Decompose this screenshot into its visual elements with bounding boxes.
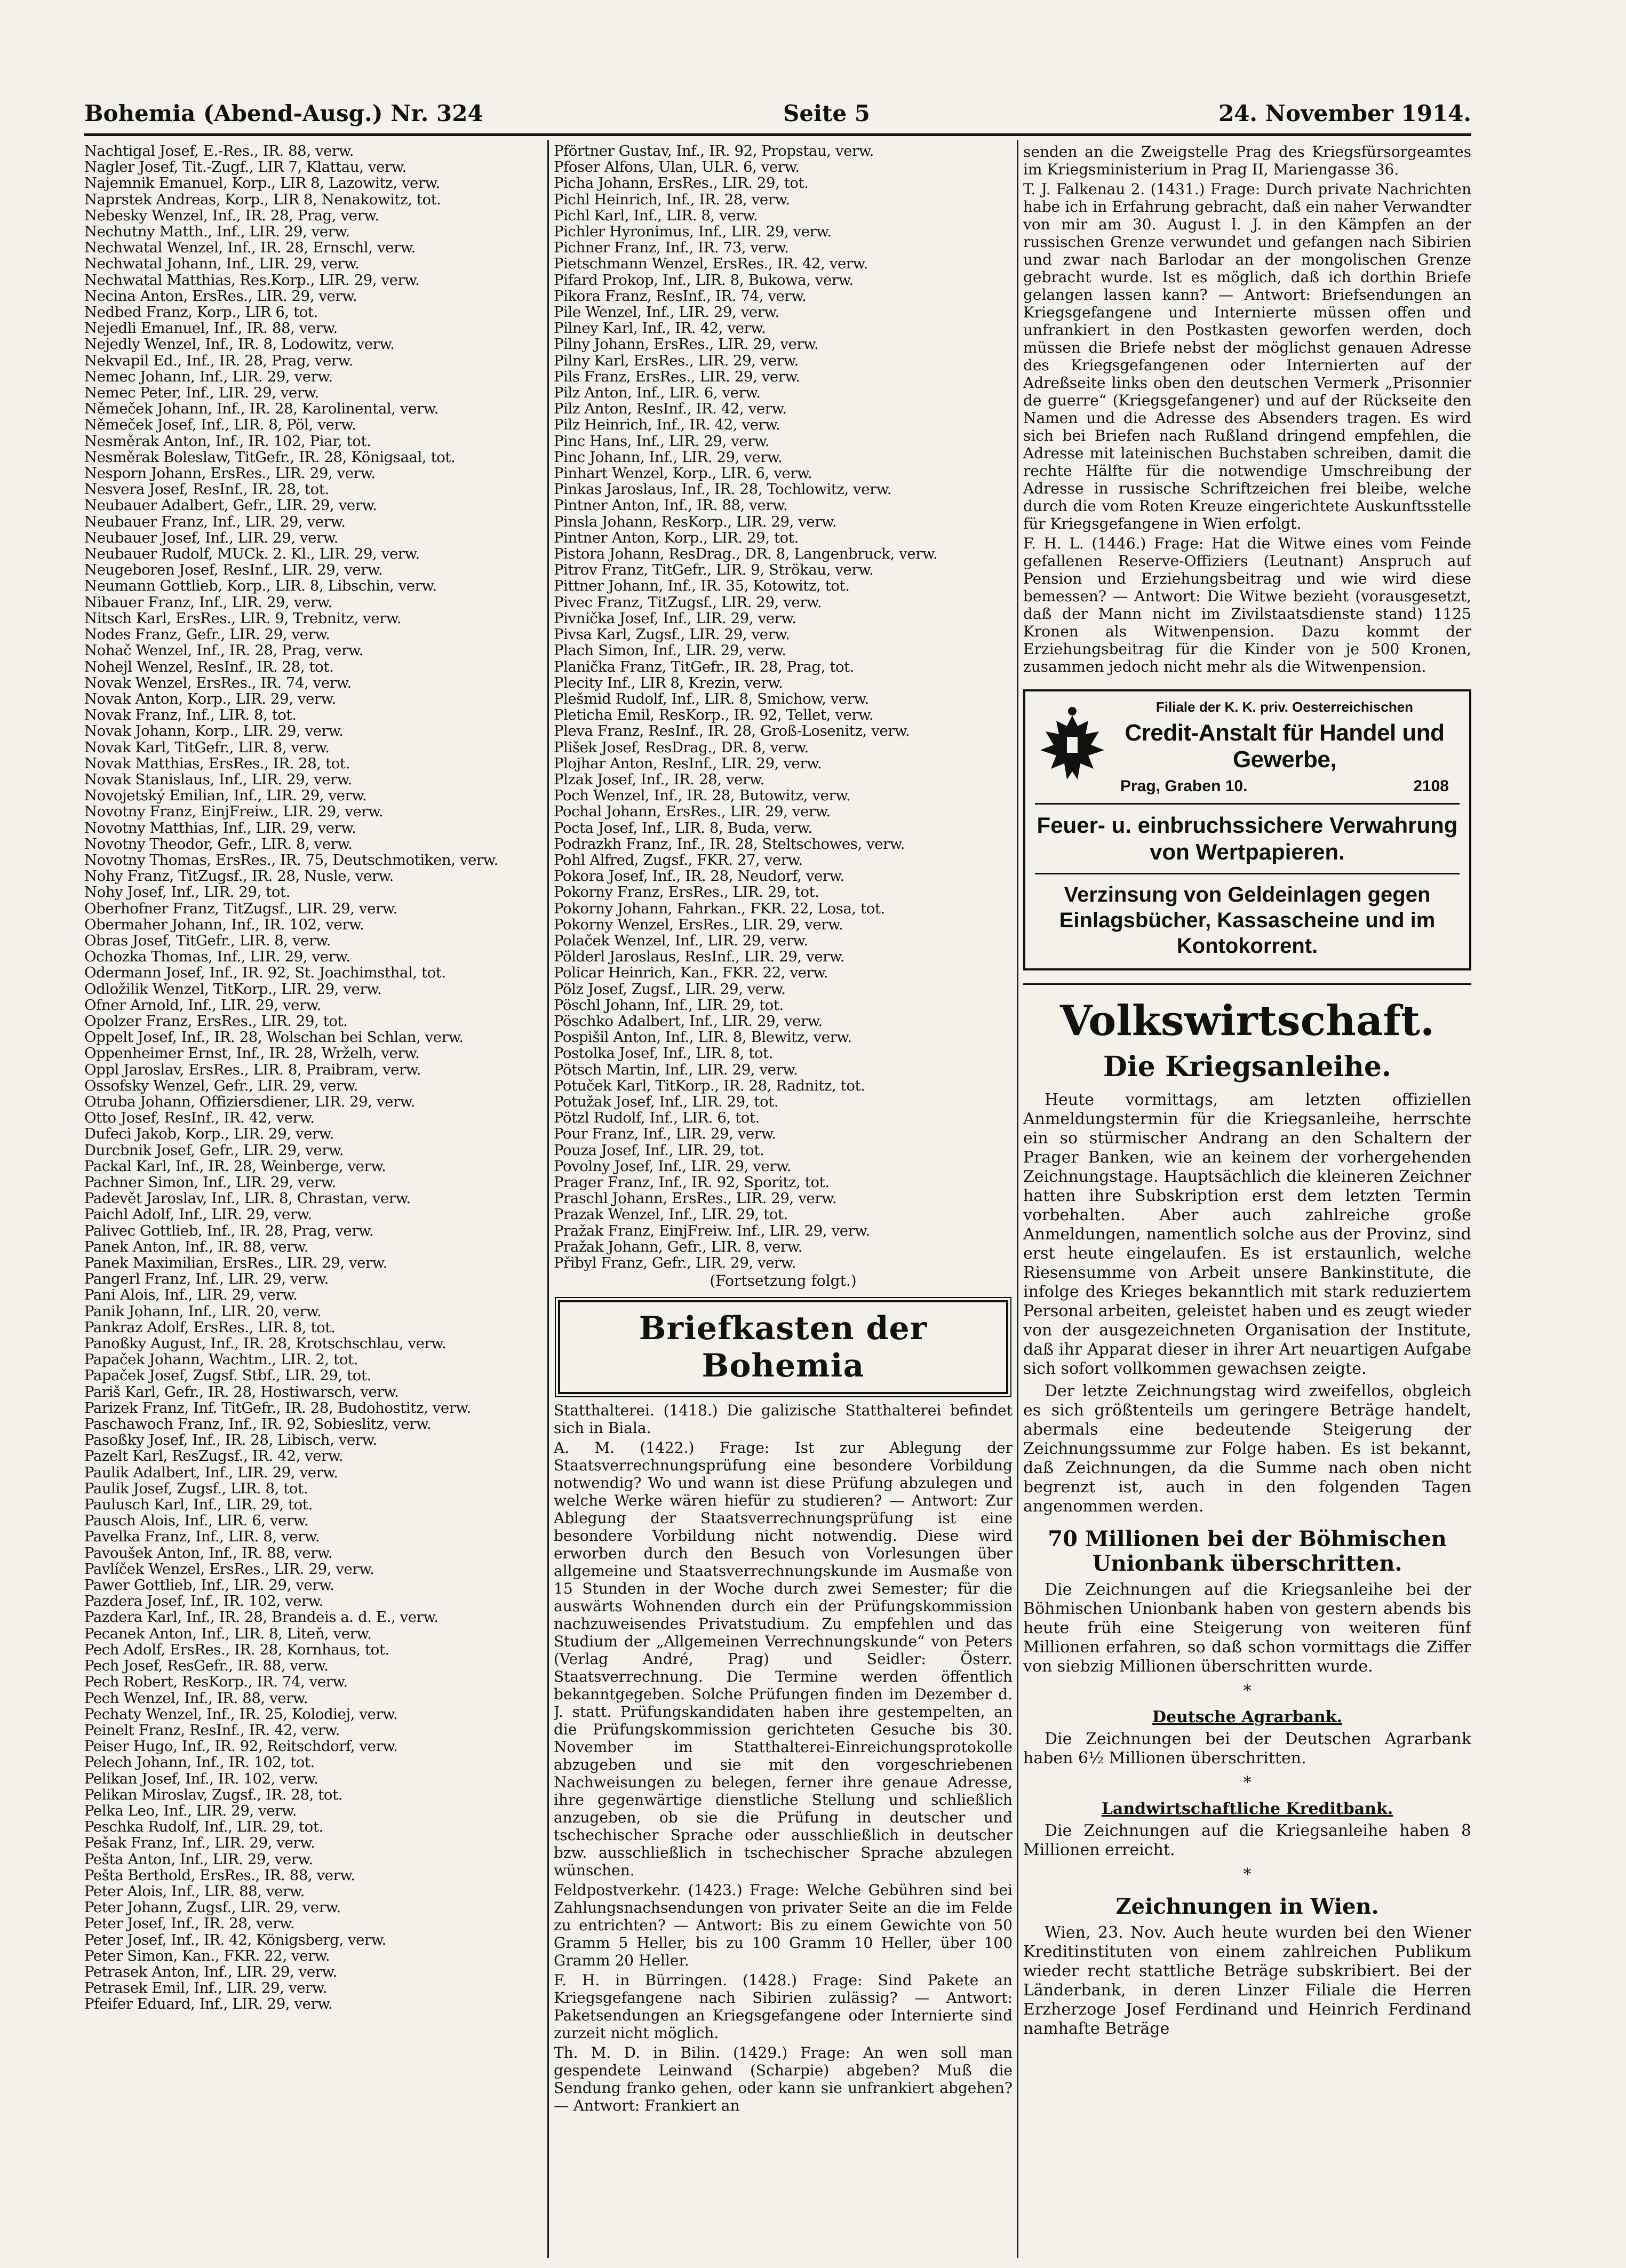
casualty-entry: Novak Franz, Inf., LIR. 8, tot. xyxy=(84,707,297,723)
casualty-entry: Pittner Johann, Inf., IR. 35, Kotowitz, tot. xyxy=(554,578,850,594)
casualty-entry: Pinc Johann, Inf., LIR. 29, verw. xyxy=(554,449,783,466)
casualty-entry: Pangerl Franz, Inf., LIR. 29, verw. xyxy=(84,1271,329,1287)
casualty-entry: Packal Karl, Inf., IR. 28, Weinberge, verw. xyxy=(84,1158,386,1174)
casualty-entry: Nemec Johann, Inf., LIR. 29, verw. xyxy=(84,368,333,385)
casualty-entry: Ossofsky Wenzel, Gefr., LIR. 29, verw. xyxy=(84,1077,358,1094)
casualty-entry: Pelech Johann, Inf., IR. 102, tot. xyxy=(84,1754,315,1771)
casualty-entry: Pivec Franz, TitZugsf., LIR. 29, verw. xyxy=(554,594,822,610)
casualty-entry: Otruba Johann, Offiziersdiener, LIR. 29, verw. xyxy=(84,1093,415,1110)
casualty-entry: Pötsch Martin, Inf., LIR. 29, verw. xyxy=(554,1061,798,1078)
casualty-entry: Pilny Karl, ErsRes., LIR. 29, verw. xyxy=(554,352,799,369)
casualty-entry: Pokora Josef, Inf., IR. 28, Neudorf, verw. xyxy=(554,868,844,885)
casualty-entry: Pils Franz, ErsRes., LIR. 29, verw. xyxy=(554,368,800,385)
casualty-entry: Pražak Johann, Gefr., LIR. 8, verw. xyxy=(554,1238,802,1255)
casualty-entry: Durcbnik Josef, Gefr., LIR. 29, verw. xyxy=(84,1142,344,1158)
casualty-entry: Plzak Josef, Inf., IR. 28, verw. xyxy=(554,771,764,788)
casualty-entry: Pitrov Franz, TitGefr., LIR. 9, Strökau, verw. xyxy=(554,562,874,578)
casualty-entry: Pilz Anton, ResInf., IR. 42, verw. xyxy=(554,401,787,417)
casualty-entry: Pfeifer Eduard, Inf., LIR. 29, verw. xyxy=(84,1996,333,2012)
casualty-entry: Pinkas Jaroslaus, Inf., IR. 28, Tochlowitz, verw. xyxy=(554,481,892,498)
casualty-entry: Praschl Johann, ErsRes., LIR. 29, verw. xyxy=(554,1190,837,1207)
header-rule xyxy=(84,133,1471,136)
casualty-entry: Nachtigal Josef, E.-Res., IR. 88, verw. xyxy=(84,143,354,160)
casualty-entry: Papaček Johann, Wachtm., LIR. 2, tot. xyxy=(84,1351,358,1368)
column-3 xyxy=(1023,143,1471,2256)
casualty-entry: Pietschmann Wenzel, ErsRes., IR. 42, verw. xyxy=(554,256,868,272)
article-paragraph: Heute vormittags, am letzten offiziellen Anmeldungstermin für die Kriegsanleihe, herrschte ein so stürmischer Andrang an den Schaltern der Prager Banken, wie an keinem der vorhergehenden Zeichnungstage. Hauptsächlich die kleineren Zeichner hatten ihre Subskription erst dem letzten Termin vorbehalten. Aber auch zahlreiche große Anmeldungen, namentlich solche aus der Provinz, sind erst heute eingelaufen. Es ist erstaunlich, welche Riesensumme von Arbeit unsere Bankinstitute, die infolge des Krieges bekanntlich mit stark reduziertem Personal arbeiten, geleistet haben und es zeugt wieder von der ausgezeichneten Organisation der Institute, daß ihr Apparat dieser in ihrer Art neuartigen Aufgabe sich sofort vollkommen gewachsen zeigte. xyxy=(1023,1091,1471,1378)
casualty-entry: Policar Heinrich, Kan., FKR. 22, verw. xyxy=(554,965,828,981)
casualty-list-column-1 xyxy=(84,143,543,2256)
ad-branch: Filiale der K. K. priv. Oesterreichischen xyxy=(1155,699,1414,715)
casualty-entry: Němeček Josef, Inf., LIR. 8, Pöl, verw. xyxy=(84,417,356,433)
casualty-entry: Potuček Karl, TitKorp., IR. 28, Radnitz, tot. xyxy=(554,1077,865,1094)
casualty-entry: Pouza Josef, Inf., LIR. 29, tot. xyxy=(554,1142,764,1158)
article-paragraph: Wien, 23. Nov. Auch heute wurden bei den Wiener Kreditinstituten von einem zahlreichen Publikum wieder recht stattliche Beträge subskribiert. Bei der Länderbank, in deren Linzer Filiale die Herren Erzherzoge Josef Ferdinand und Heinrich Ferdinand namhafte Beträge xyxy=(1023,1923,1471,2038)
casualty-entry: Pifard Prokop, Inf., LIR. 8, Bukowa, verw. xyxy=(554,272,854,288)
casualty-entry: Ofner Arnold, Inf., LIR. 29, verw. xyxy=(84,997,321,1013)
casualty-entry: Novotny Theodor, Gefr., LIR. 8, verw. xyxy=(84,835,353,852)
casualty-entry: Nesvera Josef, ResInf., IR. 28, tot. xyxy=(84,481,329,498)
casualty-entry: Picha Johann, ErsRes., LIR. 29, tot. xyxy=(554,175,809,192)
casualty-entry: Pazdera Karl, Inf., IR. 28, Brandeis a. d. E., verw. xyxy=(84,1609,439,1626)
casualty-entry: Novotny Thomas, ErsRes., IR. 75, Deutschmotiken, verw. xyxy=(84,852,498,869)
casualty-entry: Peiser Hugo, Inf., IR. 92, Reitschdorf, verw. xyxy=(84,1738,398,1755)
casualty-entry: Nejedly Wenzel, Inf., IR. 8, Lodowitz, verw. xyxy=(84,336,395,353)
casualty-entry: Pilz Anton, Inf., LIR. 6, verw. xyxy=(554,385,761,401)
casualty-entry: Neumann Gottlieb, Korp., LIR. 8, Libschin, verw. xyxy=(84,578,437,594)
casualty-entry: Pichler Hyronimus, Inf., LIR. 29, verw. xyxy=(554,224,832,240)
casualty-entry: Opolzer Franz, ErsRes., LIR. 29, tot. xyxy=(84,1013,348,1030)
casualty-entry: Pelikan Miroslav, Zugsf., IR. 28, tot. xyxy=(84,1786,343,1803)
casualty-entry: Peinelt Franz, ResInf., IR. 42, verw. xyxy=(84,1722,340,1739)
casualty-entry: Pöschko Adalbert, Inf., LIR. 29, verw. xyxy=(554,1013,823,1030)
casualty-entry: Pelikan Josef, Inf., IR. 102, verw. xyxy=(84,1770,318,1787)
casualty-entry: Novak Karl, TitGefr., LIR. 8, verw. xyxy=(84,739,330,755)
casualty-entry: Nebesky Wenzel, Inf., IR. 28, Prag, verw. xyxy=(84,207,379,224)
casualty-entry: Pech Robert, ResKorp., IR. 74, verw. xyxy=(84,1674,348,1690)
casualty-entry: Němeček Johann, Inf., IR. 28, Karolinental, verw. xyxy=(84,401,439,417)
casualty-entry: Novak Johann, Korp., LIR. 29, verw. xyxy=(84,723,344,739)
ad-divider xyxy=(1035,873,1460,874)
casualty-entry: Neubauer Adalbert, Gefr., LIR. 29, verw. xyxy=(84,497,377,514)
casualty-entry: Pikora Franz, ResInf., IR. 74, verw. xyxy=(554,288,807,305)
casualty-entry: Panoßky August, Inf., IR. 28, Krotschschlau, verw. xyxy=(84,1335,447,1352)
bank-advertisement xyxy=(1023,689,1471,970)
casualty-entry: Pavlíček Wenzel, ErsRes., LIR. 29, verw. xyxy=(84,1561,374,1578)
casualty-entry: Nechwatal Wenzel, Inf., IR. 28, Ernschl, verw. xyxy=(84,240,416,256)
casualty-entry: Odermann Josef, Inf., IR. 92, St. Joachimsthal, tot. xyxy=(84,965,446,981)
casualty-entry: Novojetský Emilian, Inf., LIR. 29, verw. xyxy=(84,787,367,804)
casualty-entry: Pohl Alfred, Zugsf., FKR. 27, verw. xyxy=(554,852,803,869)
casualty-entry: Pachner Simon, Inf., LIR. 29, verw. xyxy=(84,1174,336,1191)
page-number: Seite 5 xyxy=(783,100,870,126)
casualty-entry: Nesměrak Anton, Inf., IR. 102, Piar, tot. xyxy=(84,433,371,449)
casualty-entry: Pech Josef, ResGefr., IR. 88, verw. xyxy=(84,1658,329,1674)
casualty-entry: Peter Johann, Zugsf., LIR. 29, verw. xyxy=(84,1899,341,1916)
casualty-entry: Pešak Franz, Inf., LIR. 29, verw. xyxy=(84,1835,315,1851)
ad-divider xyxy=(1035,803,1460,805)
ad-number: 2108 xyxy=(1413,777,1449,795)
casualty-list xyxy=(84,143,543,2012)
casualty-entry: Neubauer Rudolf, MUCk. 2. Kl., LIR. 29, verw. xyxy=(84,546,420,562)
casualty-entry: Paulik Josef, Zugsf., LIR. 8, tot. xyxy=(84,1480,308,1497)
page-header xyxy=(84,95,1471,132)
casualty-entry: Paulik Adalbert, Inf., LIR. 29, verw. xyxy=(84,1464,338,1481)
casualty-entry: Nohejl Wenzel, ResInf., IR. 28, tot. xyxy=(84,658,334,675)
casualty-entry: Pelka Leo, Inf., LIR. 29, verw. xyxy=(84,1802,297,1819)
casualty-entry: Pölderl Jaroslaus, ResInf., LIR. 29, verw. xyxy=(554,949,845,965)
article-heading: Die Kriegsanleihe. xyxy=(1103,1051,1392,1083)
casualty-entry: Nekvapil Ed., Inf., IR. 28, Prag, verw. xyxy=(84,352,353,369)
casualty-entry: Pichl Heinrich, Inf., IR. 28, verw. xyxy=(554,191,790,208)
casualty-entry: Novotny Matthias, Inf., LIR. 29, verw. xyxy=(84,819,356,836)
casualty-entry: Peter Josef, Inf., IR. 42, Königsberg, verw. xyxy=(84,1931,386,1948)
casualty-entry: Pokorny Wenzel, ErsRes., LIR. 29, verw. xyxy=(554,916,843,933)
ad-service-1: Feuer- u. einbruchssichere Verwahrung von Wertpapieren. xyxy=(1037,813,1458,864)
briefkasten-entry: Th. M. D. in Bilin. (1429.) Frage: An wen soll man gespendete Leinwand (Scharpie) abgeben? Muß die Sendung franko gehen, oder kann sie unfrankiert abgehen? — Antwort: Frankiert an xyxy=(554,2044,1013,2115)
masthead-issue: Bohemia (Abend-Ausg.) Nr. 324 xyxy=(84,100,483,126)
casualty-entry: Peter Simon, Kan., FKR. 22, verw. xyxy=(84,1947,330,1964)
casualty-entry: Najemnik Emanuel, Korp., LIR 8, Lazowitz, verw. xyxy=(84,175,440,192)
section-title: Volkswirtschaft. xyxy=(1023,983,1471,1045)
casualty-entry: Pechaty Wenzel, Inf., IR. 25, Kolodiej, verw. xyxy=(84,1706,398,1722)
casualty-entry: Petrasek Anton, Inf., LIR. 29, verw. xyxy=(84,1963,337,1980)
double-eagle-icon xyxy=(1035,705,1110,790)
casualty-entry: Plecity Inf., LIR 8, Krezin, verw. xyxy=(554,674,783,691)
casualty-entry: Pivnička Josef, Inf., LIR. 29, verw. xyxy=(554,610,796,627)
casualty-entry: Parizek Franz, Inf. TitGefr., IR. 28, Budohostitz, verw. xyxy=(84,1399,471,1416)
casualty-entry: Nitsch Karl, ErsRes., LIR. 9, Trebnitz, verw. xyxy=(84,610,402,627)
casualty-entry: Postolka Josef, Inf., LIR. 8, tot. xyxy=(554,1045,773,1062)
casualty-entry: Neugeboren Josef, ResInf., LIR. 29, verw. xyxy=(84,562,383,578)
casualty-entry: Pinsla Johann, ResKorp., LIR. 29, verw. xyxy=(554,513,837,530)
briefkasten-entry: F. H. in Bürringen. (1428.) Frage: Sind Pakete an Kriegsgefangene nach Sibirien zulässig? — Antwort: Paketsendungen an Kriegsgefangene oder Internierte sind zurzeit nicht möglich. xyxy=(554,1971,1013,2042)
casualty-entry: Pintner Anton, Inf., IR. 88, verw. xyxy=(554,497,788,514)
casualty-entry: Pötzl Rudolf, Inf., LIR. 6, tot. xyxy=(554,1110,760,1126)
casualty-entry: Pile Wenzel, Inf., LIR. 29, verw. xyxy=(554,304,779,321)
casualty-entry: Pour Franz, Inf., LIR. 29, verw. xyxy=(554,1126,776,1142)
separator-star: * xyxy=(1243,1773,1252,1792)
casualty-entry: Pospišil Anton, Inf., LIR. 8, Blewitz, verw. xyxy=(554,1029,852,1046)
casualty-entry: Novak Anton, Korp., LIR. 29, verw. xyxy=(84,690,336,707)
casualty-entry: Otto Josef, ResInf., IR. 42, verw. xyxy=(84,1110,315,1126)
casualty-entry: Pilney Karl, Inf., IR. 42, verw. xyxy=(554,320,766,337)
casualty-entry: Neubauer Franz, Inf., LIR. 29, verw. xyxy=(84,513,346,530)
casualty-entry: Pražak Franz, EinjFreiw. Inf., LIR. 29, verw. xyxy=(554,1222,870,1239)
casualty-entry: Pokorny Franz, ErsRes., LIR. 29, tot. xyxy=(554,884,819,901)
article-paragraph: Die Zeichnungen auf die Kriegsanleihe bei der Böhmischen Unionbank haben von gestern abends bis heute früh eine Steigerung von weiteren fünf Millionen erfahren, so daß schon vormittags die Ziffer von siebzig Millionen überschritten wurde. xyxy=(1023,1580,1471,1676)
separator-star: * xyxy=(1243,1865,1252,1884)
casualty-entry: Ochozka Thomas, Inf., LIR. 29, verw. xyxy=(84,949,350,965)
casualty-entry: Pasoßky Josef, Inf., IR. 28, Libisch, verw. xyxy=(84,1432,377,1449)
ad-address: Prag, Graben 10. xyxy=(1120,777,1248,795)
casualty-entry: Palivec Gottlieb, Inf., IR. 28, Prag, verw. xyxy=(84,1222,374,1239)
casualty-entry: Nagler Josef, Tit.-Zugf., LIR 7, Klattau, verw. xyxy=(84,159,407,176)
casualty-entry: Pawer Gottlieb, Inf., LIR. 29, verw. xyxy=(84,1577,334,1594)
casualty-entry: Plach Simon, Inf., LIR. 29, verw. xyxy=(554,642,786,659)
separator-star: * xyxy=(1243,1682,1252,1700)
casualty-entry: Pech Adolf, ErsRes., IR. 28, Kornhaus, tot. xyxy=(84,1641,389,1658)
casualty-entry: Pilz Heinrich, Inf., IR. 42, verw. xyxy=(554,417,780,433)
casualty-entry: Pinhart Wenzel, Korp., LIR. 6, verw. xyxy=(554,465,812,482)
briefkasten-entry: A. M. (1422.) Frage: Ist zur Ablegung der Staatsverrechnungsprüfung eine besondere Vorbildung notwendig? Wo und wann ist diese Prüfung abzulegen und welche Werke wären hiefür zu studieren? — Antwort: Zur Ablegung der Staatsverrechnungsprüfung ist eine besondere Vorbildung nicht notwendig. Diese wird erworben durch den Besuch von Vorlesungen über allgemeine und Staatsverrechnungskunde im Ausmaße von 15 Stunden in der Woche durch zwei Semester; für die auswärts Wohnenden durch ein der Prüfungskommission nachzuweisendes Privatstudium. Zu empfehlen und das Studium der „Allgemeinen Verrechnungskunde“ von Peters (Verlag André, Prag) und Seidler: Österr. Staatsverrechnung. Die Termine werden öffentlich bekanntgegeben. Solche Prüfungen finden im Dezember d. J. statt. Prüfungskandidaten haben ihre gestempelten, an die Prüfungskommission gerichteten Gesuche bis 30. November im Statthalterei-Einreichungsprotokolle abzugeben und sie mit den vorgeschriebenen Nachweisungen zu belegen, ferner ihre genaue Adresse, ihre gegenwärtige dienstliche Stellung und schließlich anzugeben, ob sie die Prüfung in deutscher und tschechischer Sprache oder ausschließlich in deutscher bzw. ausschließlich in tschechischer Sprache abzulegen wünschen. xyxy=(554,1439,1013,1880)
casualty-entry: Nechutny Matth., Inf., LIR. 29, verw. xyxy=(84,224,350,240)
casualty-entry: Přibyl Franz, Gefr., LIR. 29, verw. xyxy=(554,1255,796,1271)
column-divider xyxy=(1017,140,1018,2258)
casualty-entry: Pausch Alois, Inf., LIR. 6, verw. xyxy=(84,1513,309,1529)
casualty-entry: Pocta Josef, Inf., LIR. 8, Buda, verw. xyxy=(554,819,812,836)
casualty-entry: Pazelt Karl, ResZugsf., IR. 42, verw. xyxy=(84,1448,344,1465)
casualty-entry: Oppelt Josef, Inf., IR. 28, Wolschan bei Schlan, verw. xyxy=(84,1029,464,1046)
casualty-entry: Pichner Franz, Inf., IR. 73, verw. xyxy=(554,240,789,256)
casualty-entry: Pazdera Josef, Inf., IR. 102, verw. xyxy=(84,1593,323,1610)
casualty-entry: Pecanek Anton, Inf., LIR. 8, Liteň, verw. xyxy=(84,1625,372,1642)
casualty-entry: Novotny Franz, EinjFreiw., LIR. 29, verw. xyxy=(84,803,384,820)
casualty-entry: Pleticha Emil, ResKorp., IR. 92, Tellet, verw. xyxy=(554,707,874,723)
casualty-entry: Plojhar Anton, ResInf., LIR. 29, verw. xyxy=(554,755,822,771)
casualty-entry: Oppl Jaroslav, ErsRes., LIR. 8, Praibram, verw. xyxy=(84,1061,421,1078)
casualty-entry: Pani Alois, Inf., LIR. 29, verw. xyxy=(84,1287,298,1303)
casualty-entry: Pavoušek Anton, Inf., IR. 88, verw. xyxy=(84,1545,333,1561)
casualty-entry: Plišek Josef, ResDrag., DR. 8, verw. xyxy=(554,739,809,755)
briefkasten-entry: Statthalterei. (1418.) Die galizische Statthalterei befindet sich in Biala. xyxy=(554,1402,1013,1437)
briefkasten-entry: T. J. Falkenau 2. (1431.) Frage: Durch private Nachrichten habe ich in Erfahrung gebracht, daß ein naher Verwandter von mir am 30. August l. J. in den Kämpfen an der russischen Grenze verwundet und gefangen nach Sibirien und zwar nach Barlodar an der mongolischen Grenze gebracht wurde. Ist es möglich, daß ich dorthin Briefe gelangen lassen kann? — Antwort: Briefsendungen an Kriegsgefangene und Internierte müssen offen und unfrankiert in den Postkasten geworfen werden, doch müssen die Briefe nebst der möglichst genauen Adresse des Kriegsgefangenen oder Internierten auf der Adreßseite links oben den deutschen Vermerk „Prisonnier de guerre“ (Kriegsgefangener) und auf der Rückseite den Namen und die Adresse des Absenders tragen. Es wird sich bei Briefen nach Rußland dringend empfehlen, die Adresse mit lateinischen Buchstaben schreiben, damit die rechte Hälfte für die notwendige Umschreibung der Adresse in russische Schriftzeichen frei bleibe, welche durch die vom Roten Kreuze eingerichtete Auskunftsstelle für Kriegsgefangene in Wien erfolgt. xyxy=(1023,180,1471,532)
briefkasten-entry: F. H. L. (1446.) Frage: Hat die Witwe eines vom Feinde gefallenen Reserve-Offiziers (Leutnant) Anspruch auf Pension und Erziehungsbeitrag und wie wird diese bemessen? — Antwort: Die Witwe bezieht (vorausgesetzt, daß der Mann nicht im Zivilstaatsdienste stand) 1125 Kronen als Witwenpension. Dazu kommt der Erziehungsbeitrag für die Kinder von je 500 Kronen, zusammen jedoch nicht mehr als die Witwenpension. xyxy=(1023,535,1471,675)
casualty-entry: Oberhofner Franz, TitZugsf., LIR. 29, verw. xyxy=(84,900,397,917)
casualty-entry: Oppenheimer Ernst, Inf., IR. 28, Wrželh, verw. xyxy=(84,1045,420,1062)
casualty-entry: Pilny Johann, ErsRes., LIR. 29, verw. xyxy=(554,336,819,353)
casualty-entry: Nedbed Franz, Korp., LIR 6, tot. xyxy=(84,304,318,321)
casualty-entry: Dufeci Jakob, Korp., LIR. 29, verw. xyxy=(84,1126,334,1142)
casualty-entry: Paschawoch Franz, Inf., IR. 92, Sobieslitz, verw. xyxy=(84,1416,432,1433)
casualty-entry: Obermaher Johann, Inf., IR. 102, verw. xyxy=(84,916,364,933)
casualty-entry: Neubauer Josef, Inf., LIR. 29, verw. xyxy=(84,529,338,546)
article-paragraph: Die Zeichnungen bei der Deutschen Agrarbank haben 6½ Millionen überschritten. xyxy=(1023,1730,1471,1768)
casualty-entry: Novak Matthias, ErsRes., IR. 28, tot. xyxy=(84,755,350,771)
casualty-entry: Peter Alois, Inf., LIR. 88, verw. xyxy=(84,1883,305,1900)
casualty-entry: Paichl Adolf, Inf., LIR. 29, verw. xyxy=(84,1206,312,1223)
casualty-entry: Nejedli Emanuel, Inf., IR. 88, verw. xyxy=(84,320,338,337)
casualty-entry: Pinc Hans, Inf., LIR. 29, verw. xyxy=(554,433,770,449)
casualty-entry: Nemec Peter, Inf., LIR. 29, verw. xyxy=(84,385,319,401)
casualty-entry: Pölz Josef, Zugsf., LIR. 29, verw. xyxy=(554,981,786,997)
casualty-entry: Pfoser Alfons, Ulan, ULR. 6, verw. xyxy=(554,159,800,176)
casualty-entry: Naprstek Andreas, Korp., LIR 8, Nenakowitz, tot. xyxy=(84,191,441,208)
casualty-entry: Pleva Franz, ResInf., IR. 28, Groß-Losenitz, verw. xyxy=(554,723,910,739)
casualty-entry: Pešta Berthold, ErsRes., IR. 88, verw. xyxy=(84,1867,355,1883)
casualty-entry: Pariš Karl, Gefr., IR. 28, Hostiwarsch, verw. xyxy=(84,1383,399,1400)
briefkasten-entry: Feldpostverkehr. (1423.) Frage: Welche Gebühren sind bei Zahlungsnachsendungen von privater Seite an die im Felde zu entrichten? — Antwort: Bis zu einem Gewichte von 50 Gramm 5 Heller, bis zu 100 Gramm 10 Heller, über 100 Gramm 20 Heller. xyxy=(554,1881,1013,1970)
casualty-list-column-2 xyxy=(554,143,1013,2256)
casualty-entry: Nodes Franz, Gefr., LIR. 29, verw. xyxy=(84,626,330,643)
briefkasten-heading: Briefkasten der Bohemia xyxy=(558,1300,1008,1394)
casualty-entry: Potužak Josef, Inf., LIR. 29, tot. xyxy=(554,1093,779,1110)
casualty-entry: Prager Franz, Inf., IR. 92, Sporitz, tot. xyxy=(554,1174,830,1191)
issue-date: 24. November 1914. xyxy=(1218,100,1471,126)
casualty-entry: Panek Maximilian, ErsRes., LIR. 29, verw. xyxy=(84,1255,387,1271)
casualty-entry: Pochal Johann, ErsRes., LIR. 29, verw. xyxy=(554,803,831,820)
continuation-note: (Fortsetzung folgt.) xyxy=(710,1272,857,1290)
ad-bank-name: Credit-Anstalt für Handel und Gewerbe, xyxy=(1125,720,1445,773)
casualty-entry: Peschka Rudolf, Inf., LIR. 29, tot. xyxy=(84,1819,323,1835)
casualty-entry: Poch Wenzel, Inf., IR. 28, Butowitz, verw. xyxy=(554,787,851,804)
casualty-entry: Podrazkh Franz, Inf., IR. 28, Steltschowes, verw. xyxy=(554,835,905,852)
casualty-entry: Pintner Anton, Korp., LIR. 29, tot. xyxy=(554,529,799,546)
casualty-entry: Nohy Josef, Inf., LIR. 29, tot. xyxy=(84,884,291,901)
casualty-entry: Novak Stanislaus, Inf., LIR. 29, verw. xyxy=(84,771,352,788)
article-heading: Zeichnungen in Wien. xyxy=(1115,1894,1379,1919)
article-subheading: Deutsche Agrarbank. xyxy=(1152,1708,1343,1726)
casualty-entry: Papaček Josef, Zugsf. Stbf., LIR. 29, tot. xyxy=(84,1367,371,1384)
article-subheading: Landwirtschaftliche Kreditbank. xyxy=(1101,1800,1393,1818)
casualty-entry: Pavelka Franz, Inf., LIR. 8, verw. xyxy=(84,1529,320,1545)
casualty-entry: Prazak Wenzel, Inf., LIR. 29, tot. xyxy=(554,1206,788,1223)
casualty-list xyxy=(554,143,1013,1271)
briefkasten-entry: senden an die Zweigstelle Prag des Kriegsfürsorgeamtes im Kriegsministerium in Prag II, Mariengasse 36. xyxy=(1023,143,1471,178)
casualty-entry: Pankraz Adolf, ErsRes., LIR. 8, tot. xyxy=(84,1319,336,1336)
article-heading: 70 Millionen bei der Böhmischen Unionbank überschritten. xyxy=(1048,1526,1447,1576)
casualty-entry: Nesměrak Boleslaw, TitGefr., IR. 28, Königsaal, tot. xyxy=(84,449,456,466)
casualty-entry: Pöschl Johann, Inf., LIR. 29, tot. xyxy=(554,997,784,1013)
casualty-entry: Obras Josef, TitGefr., LIR. 8, verw. xyxy=(84,932,331,949)
casualty-entry: Polaček Wenzel, Inf., LIR. 29, verw. xyxy=(554,932,808,949)
casualty-entry: Povolny Josef, Inf., LIR. 29, verw. xyxy=(554,1158,792,1174)
casualty-entry: Nibauer Franz, Inf., LIR. 29, verw. xyxy=(84,594,332,610)
casualty-entry: Nohy Franz, TitZugsf., IR. 28, Nusle, verw. xyxy=(84,868,394,885)
casualty-entry: Padevět Jaroslav, Inf., LIR. 8, Chrastan, verw. xyxy=(84,1190,411,1207)
casualty-entry: Peter Josef, Inf., IR. 28, verw. xyxy=(84,1915,295,1932)
casualty-entry: Petrasek Emil, Inf., LIR. 29, verw. xyxy=(84,1980,327,1996)
casualty-entry: Pichl Karl, Inf., LIR. 8, verw. xyxy=(554,207,758,224)
casualty-entry: Nechwatal Johann, Inf., LIR. 29, verw. xyxy=(84,256,360,272)
casualty-entry: Pokorny Johann, Fahrkan., FKR. 22, Losa, tot. xyxy=(554,900,885,917)
casualty-entry: Odložilik Wenzel, TitKorp., LIR. 29, verw. xyxy=(84,981,382,997)
casualty-entry: Pivsa Karl, Zugsf., LIR. 29, verw. xyxy=(554,626,790,643)
article-paragraph: Der letzte Zeichnungstag wird zweifellos, obgleich es sich größtenteils um geringere Beträge handelt, abermals eine bedeutende Steigerung der Zeichnungssumme zur Folge haben. Es ist bekannt, daß Zeichnungen, da die Summe nach oben nicht begrenzt ist, auch in den folgenden Tagen angenommen werden. xyxy=(1023,1382,1471,1516)
casualty-entry: Nechwatal Matthias, Res.Korp., LIR. 29, verw. xyxy=(84,272,420,288)
article-paragraph: Die Zeichnungen auf die Kriegsanleihe haben 8 Millionen erreicht. xyxy=(1023,1821,1471,1859)
casualty-entry: Paulusch Karl, Inf., LIR. 29, tot. xyxy=(84,1497,313,1513)
casualty-entry: Nesporn Johann, ErsRes., LIR. 29, verw. xyxy=(84,465,376,482)
casualty-entry: Pistora Johann, ResDrag., DR. 8, Langenbruck, verw. xyxy=(554,546,938,562)
casualty-entry: Necina Anton, ErsRes., LIR. 29, verw. xyxy=(84,288,357,305)
casualty-entry: Nohač Wenzel, Inf., IR. 28, Prag, verw. xyxy=(84,642,363,659)
casualty-entry: Panik Johann, Inf., LIR. 20, verw. xyxy=(84,1303,322,1319)
casualty-entry: Pech Wenzel, Inf., IR. 88, verw. xyxy=(84,1690,308,1706)
casualty-entry: Novak Wenzel, ErsRes., IR. 74, verw. xyxy=(84,674,352,691)
casualty-entry: Panek Anton, Inf., IR. 88, verw. xyxy=(84,1238,309,1255)
ad-service-2: Verzinsung von Geldeinlagen gegen Einlagsbücher, Kassascheine und im Kontokorrent. xyxy=(1059,883,1436,958)
casualty-entry: Planička Franz, TitGefr., IR. 28, Prag, tot. xyxy=(554,658,855,675)
casualty-entry: Plešmid Rudolf, Inf., LIR. 8, Smichow, verw. xyxy=(554,690,869,707)
briefkasten-answers xyxy=(554,1402,1013,2114)
column-divider xyxy=(547,140,549,2258)
casualty-entry: Pförtner Gustav, Inf., IR. 92, Propstau, verw. xyxy=(554,143,874,160)
casualty-entry: Pešta Anton, Inf., LIR. 29, verw. xyxy=(84,1851,313,1867)
